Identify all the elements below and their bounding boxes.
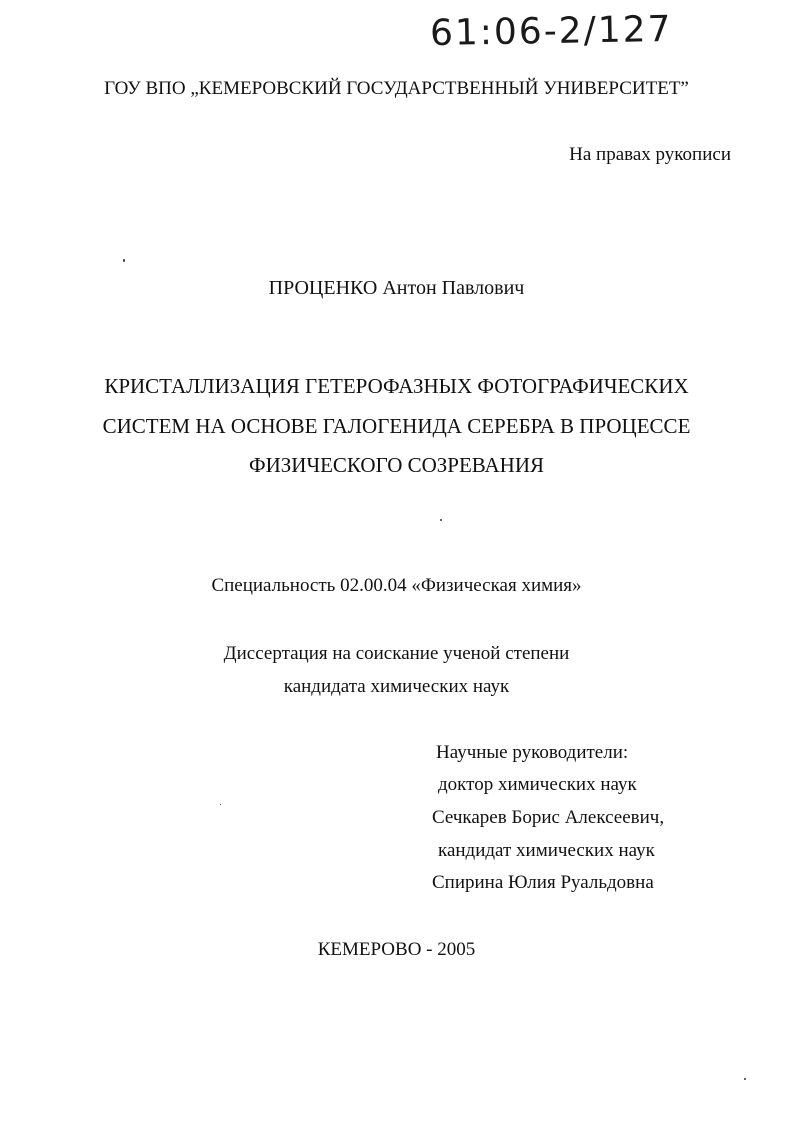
supervisors-heading: Научные руководители: [436,742,629,763]
degree-line-2: кандидата химических наук [283,676,510,697]
degree-line-1: Диссертация на соискание ученой степени [223,643,570,664]
thesis-title-line-1: КРИСТАЛЛИЗАЦИЯ ГЕТЕРОФАЗНЫХ ФОТОГРАФИЧЕСКИХ [104,374,689,398]
city-year: КЕМЕРОВО - 2005 [317,939,476,960]
supervisor-2-degree: кандидат химических наук [438,840,655,861]
thesis-title-line-3: ФИЗИЧЕСКОГО СОЗРЕВАНИЯ [249,453,544,477]
supervisor-1-degree: доктор химических наук [438,774,637,795]
scan-speck [123,259,125,262]
scan-speck [440,519,442,521]
archive-number-handwritten: 61:06-2/127 [429,8,673,55]
scan-speck [744,1078,746,1080]
scan-speck [220,804,221,805]
supervisor-2-name: Спирина Юлия Руальдовна [432,872,654,893]
supervisor-1-name: Сечкарев Борис Алексеевич, [432,807,665,828]
organization-name: ГОУ ВПО „КЕМЕРОВСКИЙ ГОСУДАРСТВЕННЫЙ УНИВЕРСИТЕТ” [104,78,689,99]
thesis-title-line-2: СИСТЕМ НА ОСНОВЕ ГАЛОГЕНИДА СЕРЕБРА В ПРОЦЕССЕ [102,414,691,438]
author-name: ПРОЦЕНКО Антон Павлович [268,277,525,299]
manuscript-rights-note: На правах рукописи [569,144,731,165]
specialty-line: Специальность 02.00.04 «Физическая химия» [211,575,582,596]
